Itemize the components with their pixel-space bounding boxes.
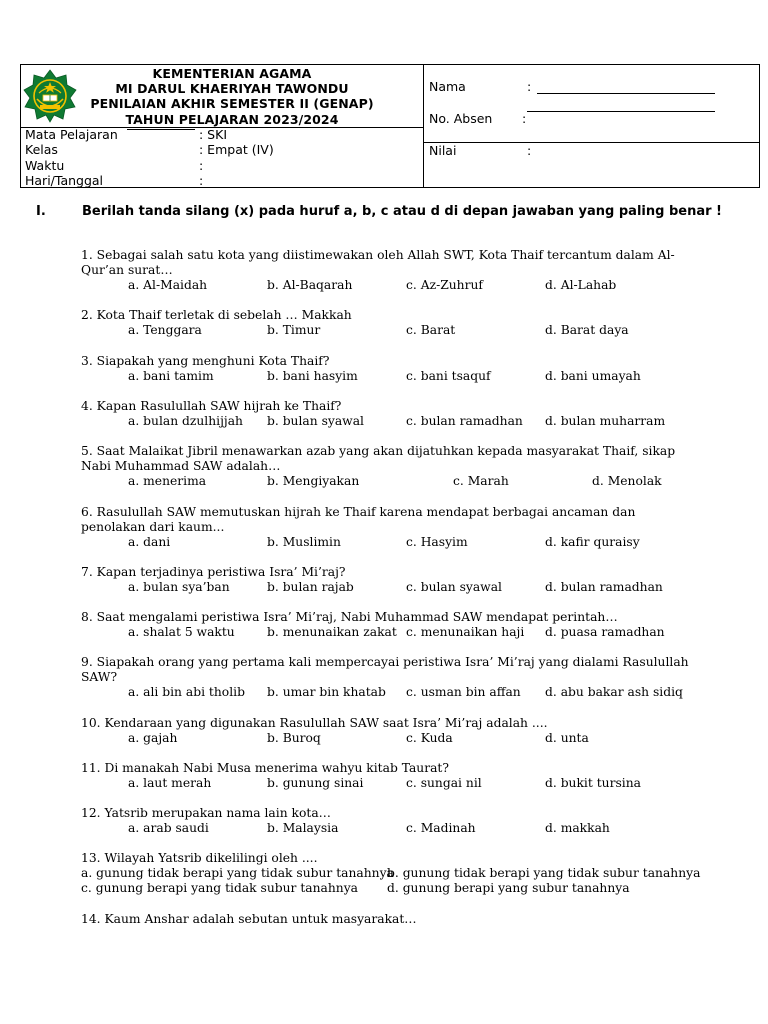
option-c[interactable]: c. sungai nil [406, 776, 482, 790]
question-text: 14. Kaum Anshar adalah sebutan untuk masyarakat… [81, 912, 417, 926]
option-a[interactable]: a. laut merah [128, 776, 212, 790]
field-colon-score: : [527, 143, 532, 158]
question-6 [81, 505, 701, 550]
option-c[interactable]: c. gunung berapi yang tidak subur tanahnya [81, 881, 358, 895]
question-8 [81, 610, 701, 640]
option-b[interactable]: b. umar bin khatab [267, 685, 386, 699]
name-blank-line[interactable] [537, 93, 715, 94]
header-title-year: TAHUN PELAJARAN 2023/2024 [125, 112, 339, 127]
option-c[interactable]: c. usman bin affan [406, 685, 521, 699]
option-a[interactable]: a. bulan dzulhijjah [128, 414, 243, 428]
option-b[interactable]: b. Muslimin [267, 535, 341, 549]
info-label-class: Kelas [25, 142, 58, 157]
option-d[interactable]: d. puasa ramadhan [545, 625, 665, 639]
options-row [81, 625, 701, 640]
options-row [81, 685, 701, 700]
question-1 [81, 248, 701, 293]
options-row [81, 535, 701, 550]
header-title-school: MI DARUL KHAERIYAH TAWONDU [115, 81, 349, 96]
question-2 [81, 308, 701, 338]
header-title-exam: PENILAIAN AKHIR SEMESTER II (GENAP) [90, 96, 374, 111]
question-7 [81, 565, 701, 595]
info-value-date: : [199, 173, 204, 188]
options-row [81, 881, 701, 896]
section-number: I. [36, 204, 46, 219]
info-label-time: Waktu [25, 158, 65, 173]
option-d[interactable]: d. kafir quraisy [545, 535, 640, 549]
option-a[interactable]: a. menerima [128, 474, 207, 488]
option-c[interactable]: c. Kuda [406, 731, 453, 745]
header-box [20, 64, 760, 188]
option-c[interactable]: c. Az-Zuhruf [406, 278, 483, 292]
question-text: 13. Wilayah Yatsrib dikelilingi oleh .... [81, 851, 318, 865]
question-text: 12. Yatsrib merupakan nama lain kota… [81, 806, 331, 820]
option-b[interactable]: b. gunung sinai [267, 776, 364, 790]
question-text: 4. Kapan Rasulullah SAW hijrah ke Thaif? [81, 399, 342, 413]
question-14 [81, 912, 701, 927]
option-a[interactable]: a. arab saudi [128, 821, 209, 835]
field-label-name: Nama [429, 79, 466, 94]
options-row [81, 278, 701, 293]
header-title-ministry: KEMENTERIAN AGAMA [152, 66, 312, 81]
options-row [81, 821, 701, 836]
option-a[interactable]: a. bulan sya’ban [128, 580, 230, 594]
info-value-time: : [199, 158, 204, 173]
question-12 [81, 806, 701, 836]
option-a[interactable]: a. dani [128, 535, 171, 549]
option-b[interactable]: b. Mengiyakan [267, 474, 360, 488]
option-d[interactable]: d. abu bakar ash sidiq [545, 685, 683, 699]
option-b[interactable]: b. gunung tidak berapi yang tidak subur tanahnya [387, 866, 701, 880]
option-d[interactable]: d. bulan ramadhan [545, 580, 663, 594]
question-text: 9. Siapakah orang yang pertama kali mempercayai peristiwa Isra’ Mi’raj yang dialami Rasulullah SAW? [81, 655, 689, 684]
option-c[interactable]: c. bulan ramadhan [406, 414, 523, 428]
field-colon-absen: : [522, 111, 527, 126]
option-d[interactable]: d. Barat daya [545, 323, 629, 337]
option-a[interactable]: a. ali bin abi tholib [128, 685, 245, 699]
options-row [81, 776, 701, 791]
question-text: 11. Di manakah Nabi Musa menerima wahyu kitab Taurat? [81, 761, 449, 775]
option-d[interactable]: d. bulan muharram [545, 414, 666, 428]
question-9 [81, 655, 701, 700]
option-a[interactable]: a. bani tamim [128, 369, 214, 383]
options-row [81, 414, 701, 429]
question-text: 7. Kapan terjadinya peristiwa Isra’ Mi’raj? [81, 565, 346, 579]
field-colon-name: : [527, 79, 532, 94]
question-10 [81, 716, 701, 746]
options-row [81, 866, 701, 881]
name-blank-line-2[interactable] [527, 111, 715, 112]
option-a[interactable]: a. Tenggara [128, 323, 202, 337]
option-c[interactable]: c. bulan syawal [406, 580, 502, 594]
option-c[interactable]: c. Madinah [406, 821, 476, 835]
question-5 [81, 444, 701, 489]
question-text: 1. Sebagai salah satu kota yang diistimewakan oleh Allah SWT, Kota Thaif tercantum dalam Al-Qur’an surat… [81, 248, 675, 277]
option-c[interactable]: c. menunaikan haji [406, 625, 525, 639]
info-label-subject: Mata Pelajaran [25, 127, 118, 142]
field-label-score: Nilai [429, 143, 457, 158]
question-text: 5. Saat Malaikat Jibril menawarkan azab yang akan dijatuhkan kepada masyarakat Thaif, sikap Nabi Muhammad SAW adalah… [81, 444, 676, 473]
options-row [81, 474, 701, 489]
question-4 [81, 399, 701, 429]
option-b[interactable]: b. Buroq [267, 731, 321, 745]
question-11 [81, 761, 701, 791]
info-value-class: : Empat (IV) [199, 142, 274, 157]
option-a[interactable]: a. gunung tidak berapi yang tidak subur tanahnya [81, 866, 394, 880]
header-divider-vertical [423, 65, 424, 188]
option-c[interactable]: c. Marah [453, 474, 509, 488]
option-d[interactable]: d. Al-Lahab [545, 278, 617, 292]
question-text: 3. Siapakah yang menghuni Kota Thaif? [81, 354, 330, 368]
section-instruction: Berilah tanda silang (x) pada huruf a, b, c atau d di depan jawaban yang paling benar ! [82, 204, 722, 219]
option-d[interactable]: d. unta [545, 731, 589, 745]
question-text: 8. Saat mengalami peristiwa Isra’ Mi’raj, Nabi Muhammad SAW mendapat perintah… [81, 610, 618, 624]
option-a[interactable]: a. gajah [128, 731, 178, 745]
header-divider-right [423, 142, 760, 143]
option-d[interactable]: d. gunung berapi yang subur tanahnya [387, 881, 630, 895]
subject-underline [127, 129, 195, 130]
question-text: 6. Rasulullah SAW memutuskan hijrah ke Thaif karena mendapat berbagai ancaman dan penolakan dari kaum... [81, 505, 636, 534]
option-a[interactable]: a. Al-Maidah [128, 278, 208, 292]
option-d[interactable]: d. makkah [545, 821, 610, 835]
option-c[interactable]: c. Barat [406, 323, 456, 337]
option-b[interactable]: b. bulan syawal [267, 414, 364, 428]
option-d[interactable]: d. bukit tursina [545, 776, 641, 790]
options-row [81, 369, 701, 384]
options-row [81, 580, 701, 595]
option-b[interactable]: b. Al-Baqarah [267, 278, 353, 292]
options-row [81, 731, 701, 746]
option-d[interactable]: d. Menolak [592, 474, 662, 488]
option-c[interactable]: c. Hasyim [406, 535, 468, 549]
option-b[interactable]: b. Malaysia [267, 821, 339, 835]
option-b[interactable]: b. bani hasyim [267, 369, 358, 383]
option-b[interactable]: b. menunaikan zakat [267, 625, 397, 639]
option-c[interactable]: c. bani tsaquf [406, 369, 491, 383]
question-text: 2. Kota Thaif terletak di sebelah … Makkah [81, 308, 352, 322]
info-label-date: Hari/Tanggal [25, 173, 104, 188]
question-text: 10. Kendaraan yang digunakan Rasulullah SAW saat Isra’ Mi’raj adalah .... [81, 716, 548, 730]
info-value-subject: : SKI [199, 127, 228, 142]
option-d[interactable]: d. bani umayah [545, 369, 641, 383]
option-b[interactable]: b. Timur [267, 323, 321, 337]
question-3 [81, 354, 701, 384]
option-a[interactable]: a. shalat 5 waktu [128, 625, 235, 639]
field-label-absen: No. Absen [429, 111, 493, 126]
question-13 [81, 851, 701, 896]
options-row [81, 323, 701, 338]
option-b[interactable]: b. bulan rajab [267, 580, 354, 594]
